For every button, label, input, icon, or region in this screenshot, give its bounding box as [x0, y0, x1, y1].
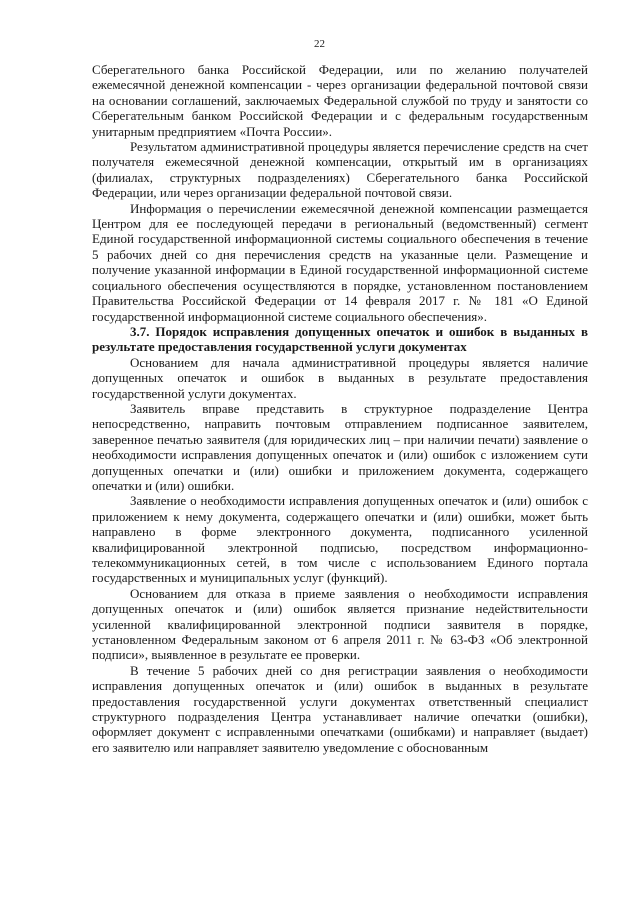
page-body — [92, 62, 588, 755]
paragraph-continuation: Сберегательного банка Российской Федерации, или по желанию получателей ежемесячной денежной компенсации - через организации федеральной почтовой связи на основании соглашений, заключаемых Федеральной службой по труду и занятости со Сберегательным банком Российской Федерации и с федеральным государственным унитарным предприятием «Почта России». — [92, 62, 588, 139]
paragraph-refusal-basis: Основанием для отказа в приеме заявления о необходимости исправления допущенных опечаток и (или) ошибок является признание недействительности усиленной квалифицированной электронной подписи заявителя в порядке, установленном Федеральным законом от 6 апреля 2011 г. № 63-ФЗ «Об электронной подписи», выявленное в результате ее проверки. — [92, 585, 588, 663]
section-heading: 3.7. Порядок исправления допущенных опечаток и ошибок в выданных в результате предоставления государственной услуги документах — [92, 323, 588, 355]
paragraph-applicant-right: Заявитель вправе представить в структурное подразделение Центра непосредственно, направить почтовым отправлением подписанное заявителем, заверенное печатью заявителя (для юридических лиц – при наличии печати) заявление о необходимости исправления допущенных опечаток и (или) ошибок с изложением сути допущенных опечатки и (или) ошибки и приложением документа, содержащего опечатки и (или) ошибки. — [92, 400, 588, 493]
paragraph-result: Результатом административной процедуры является перечисление средств на счет получателя ежемесячной денежной компенсации, открытый им в организациях (филиалах, структурных подразделениях) Сберегательного банка Российской Федерации, или через организации федеральной почтовой связи. — [92, 139, 588, 201]
paragraph-information: Информация о перечислении ежемесячной денежной компенсации размещается Центром для ее последующей передачи в региональный (ведомственный) сегмент Единой государственной информационной системы социального обеспечения в течение 5 рабочих дней со дня перечисления средств на указанные цели. Размещение и получение указанной информации в Единой государственной информационной системе социального обеспечения осуществляются в порядке, установленном постановлением Правительства Российской Федерации от 14 февраля 2017 г. № 181 «О Единой государственной информационной системе социального обеспечения». — [92, 200, 588, 324]
page-number: 22 — [314, 38, 325, 50]
paragraph-electronic-form: Заявление о необходимости исправления допущенных опечаток и (или) ошибок с приложением к нему документа, содержащего опечатки и (или) ошибки, может быть направлено в форме электронного документа, подписанного усиленной квалифицированной электронной подписью, посредством информационно-телекоммуникационных сетей, в том числе с использованием Единого портала государственных и муниципальных услуг (функций). — [92, 493, 588, 586]
paragraph-basis: Основанием для начала административной процедуры является наличие допущенных опечаток и ошибок в выданных в результате предоставления государственной услуги документах. — [92, 354, 588, 401]
paragraph-correction-term: В течение 5 рабочих дней со дня регистрации заявления о необходимости исправления допущенных опечаток и (или) ошибок в выданных в результате предоставления государственной услуги документах ответственный специалист структурного подразделения Центра устанавливает наличие опечатки (ошибки), оформляет документ с исправленными опечатками (ошибками) и направляет (выдает) его заявителю или направляет заявителю уведомление с обоснованным — [92, 662, 588, 755]
